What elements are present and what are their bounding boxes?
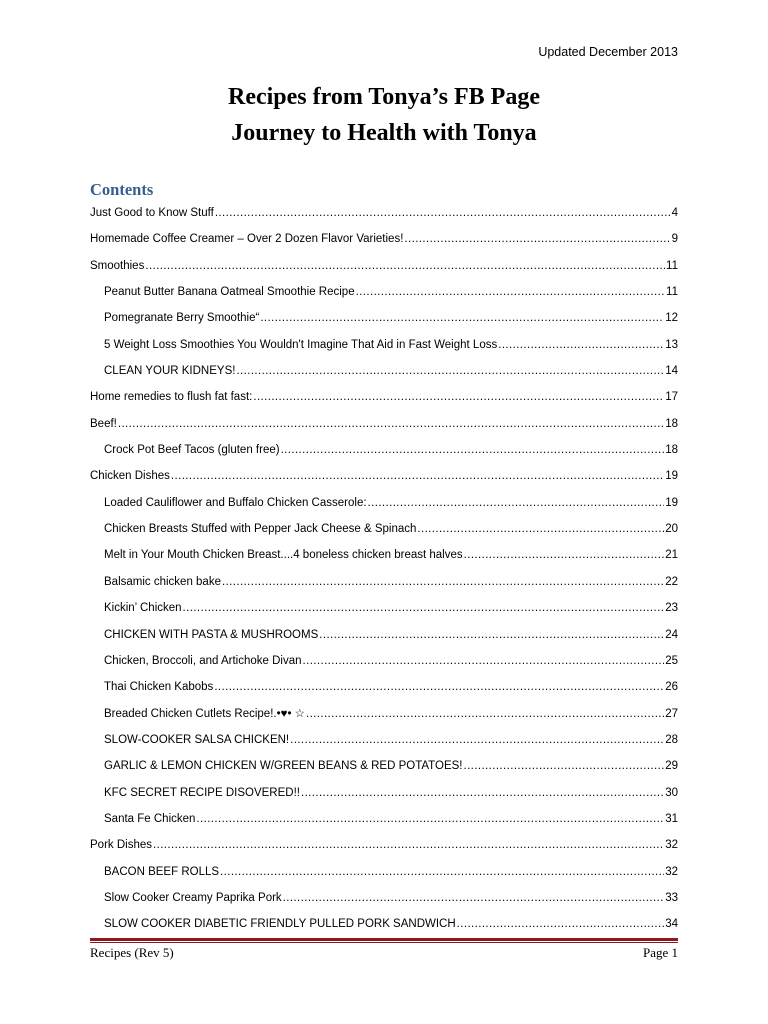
toc-entry-page: 9 <box>671 233 678 246</box>
toc-entry[interactable] <box>90 255 678 281</box>
toc-dot-leader <box>214 676 664 698</box>
toc-entry[interactable] <box>90 755 678 781</box>
toc-dot-leader <box>222 571 664 593</box>
toc-entry-title: Pork Dishes <box>90 839 152 852</box>
toc-entry-page: 17 <box>665 391 678 404</box>
toc-dot-leader <box>463 755 664 777</box>
toc-entry[interactable] <box>90 782 678 808</box>
toc-dot-leader <box>356 281 665 303</box>
toc-dot-leader <box>236 360 664 382</box>
toc-entry-page: 21 <box>665 549 678 562</box>
toc-dot-leader <box>145 255 665 277</box>
toc-dot-leader <box>457 913 665 935</box>
toc-dot-leader <box>253 386 664 408</box>
toc-entry-page: 33 <box>665 891 678 904</box>
toc-entry-title: Beef! <box>90 417 117 430</box>
toc-entry-page: 31 <box>665 812 678 825</box>
toc-entry-title: Thai Chicken Kabobs <box>104 681 214 694</box>
toc-dot-leader <box>417 518 664 540</box>
toc-entry-page: 4 <box>671 207 678 219</box>
toc-entry-title: 5 Weight Loss Smoothies You Wouldn't Imagine That Aid in Fast Weight Loss <box>104 338 498 351</box>
toc-entry-title: Slow Cooker Creamy Paprika Pork <box>104 891 282 904</box>
toc-dot-leader <box>464 544 665 566</box>
toc-entry-page: 19 <box>665 470 678 483</box>
toc-entry-page: 32 <box>665 865 678 878</box>
toc-entry-title: Breaded Chicken Cutlets Recipe!.•♥• ☆ <box>104 707 305 720</box>
toc-entry[interactable] <box>90 492 678 518</box>
toc-dot-leader <box>220 861 664 883</box>
toc-entry[interactable] <box>90 597 678 623</box>
footer-rule-thin <box>90 942 678 943</box>
toc-entry-page: 11 <box>666 259 678 272</box>
toc-entry[interactable] <box>90 729 678 755</box>
toc-entry[interactable] <box>90 307 678 333</box>
toc-entry-title: Kickin’ Chicken <box>104 602 182 615</box>
toc-entry[interactable] <box>90 808 678 834</box>
toc-dot-leader <box>183 597 665 619</box>
toc-entry-title: Chicken Breasts Stuffed with Pepper Jack Cheese & Spinach <box>104 523 417 536</box>
toc-dot-leader <box>306 703 664 725</box>
toc-entry[interactable] <box>90 676 678 702</box>
toc-entry[interactable] <box>90 386 678 412</box>
toc-entry-page: 25 <box>665 654 678 667</box>
document-subtitle: Journey to Health with Tonya <box>231 120 537 146</box>
toc-dot-leader <box>196 808 664 830</box>
toc-entry[interactable] <box>90 202 678 228</box>
toc-dot-leader <box>404 228 670 250</box>
toc-entry-title: SLOW COOKER DIABETIC FRIENDLY PULLED PORK SANDWICH <box>104 918 456 931</box>
toc-entry-page: 18 <box>665 417 678 430</box>
toc-entry-title: Smoothies <box>90 259 145 272</box>
toc-dot-leader <box>303 650 665 672</box>
toc-entry-title: Home remedies to flush fat fast: <box>90 391 253 404</box>
toc-entry-title: GARLIC & LEMON CHICKEN W/GREEN BEANS & RED POTATOES! <box>104 760 463 773</box>
toc-entry-page: 27 <box>665 707 678 720</box>
toc-dot-leader <box>215 202 671 224</box>
document-title: Recipes from Tonya’s FB Page <box>228 84 540 110</box>
toc-entry-page: 24 <box>665 628 678 641</box>
toc-dot-leader <box>260 307 664 329</box>
footer-page-number: Page 1 <box>642 945 678 960</box>
toc-dot-leader <box>153 834 664 856</box>
toc-entry[interactable] <box>90 571 678 597</box>
toc-entry-title: Loaded Cauliflower and Buffalo Chicken Casserole: <box>104 496 367 509</box>
toc-entry[interactable] <box>90 544 678 570</box>
toc-dot-leader <box>368 492 665 514</box>
toc-dot-leader <box>319 624 664 646</box>
toc-entry-title: Chicken Dishes <box>90 470 170 483</box>
toc-entry[interactable] <box>90 650 678 676</box>
toc-entry-title: CLEAN YOUR KIDNEYS! <box>104 365 236 378</box>
toc-entry[interactable] <box>90 887 678 913</box>
updated-date: Updated December 2013 <box>538 45 678 59</box>
toc-dot-leader <box>498 334 664 356</box>
toc-entry[interactable] <box>90 624 678 650</box>
toc-entry[interactable] <box>90 465 678 491</box>
toc-entry-title: SLOW-COOKER SALSA CHICKEN! <box>104 733 290 746</box>
toc-entry-title: Crock Pot Beef Tacos (gluten free) <box>104 444 280 457</box>
toc-entry-page: 34 <box>665 918 678 931</box>
toc-entry-title: Santa Fe Chicken <box>104 812 196 825</box>
toc-entry-page: 18 <box>665 444 678 457</box>
toc-entry-page: 19 <box>665 496 678 509</box>
toc-entry[interactable] <box>90 861 678 887</box>
toc-entry-title: Just Good to Know Stuff <box>90 207 214 219</box>
toc-entry-page: 30 <box>665 786 678 799</box>
toc-entry[interactable] <box>90 703 678 729</box>
toc-entry-title: BACON BEEF ROLLS <box>104 865 220 878</box>
toc-entry-title: Homemade Coffee Creamer – Over 2 Dozen Flavor Varieties! <box>90 233 404 246</box>
toc-dot-leader <box>118 413 664 435</box>
toc-entry-title: Melt in Your Mouth Chicken Breast....4 boneless chicken breast halves <box>104 549 463 562</box>
toc-entry[interactable] <box>90 334 678 360</box>
toc-entry[interactable] <box>90 360 678 386</box>
toc-entry[interactable] <box>90 439 678 465</box>
toc-entry-page: 29 <box>665 760 678 773</box>
toc-entry-page: 23 <box>665 602 678 615</box>
toc-entry-page: 12 <box>665 312 678 325</box>
toc-entry-title: Peanut Butter Banana Oatmeal Smoothie Recipe <box>104 286 355 299</box>
toc-entry[interactable] <box>90 228 678 254</box>
toc-dot-leader <box>301 782 664 804</box>
toc-entry-page: 32 <box>665 839 678 852</box>
toc-entry[interactable] <box>90 413 678 439</box>
toc-dot-leader <box>171 465 664 487</box>
toc-dot-leader <box>281 439 665 461</box>
table-of-contents <box>90 202 678 940</box>
toc-entry[interactable] <box>90 281 678 307</box>
toc-entry-page: 22 <box>665 575 678 588</box>
toc-dot-leader <box>283 887 665 909</box>
toc-entry-page: 26 <box>665 681 678 694</box>
toc-entry-title: CHICKEN WITH PASTA & MUSHROOMS <box>104 628 319 641</box>
toc-entry-title: Chicken, Broccoli, and Artichoke Divan <box>104 654 302 667</box>
toc-entry[interactable] <box>90 913 678 939</box>
toc-entry-page: 14 <box>665 365 678 378</box>
contents-heading: Contents <box>90 180 154 199</box>
toc-dot-leader <box>290 729 664 751</box>
toc-entry-page: 20 <box>665 523 678 536</box>
toc-entry[interactable] <box>90 518 678 544</box>
toc-entry-page: 11 <box>666 286 678 299</box>
toc-entry-page: 13 <box>665 338 678 351</box>
footer-left-text: Recipes (Rev 5) <box>90 945 174 960</box>
toc-entry-title: KFC SECRET RECIPE DISOVERED!! <box>104 786 300 799</box>
toc-entry[interactable] <box>90 834 678 860</box>
toc-entry-page: 28 <box>665 733 678 746</box>
toc-entry-title: Pomegranate Berry Smoothie“ <box>104 312 260 325</box>
footer-rule <box>90 938 678 941</box>
toc-entry-title: Balsamic chicken bake <box>104 575 221 588</box>
